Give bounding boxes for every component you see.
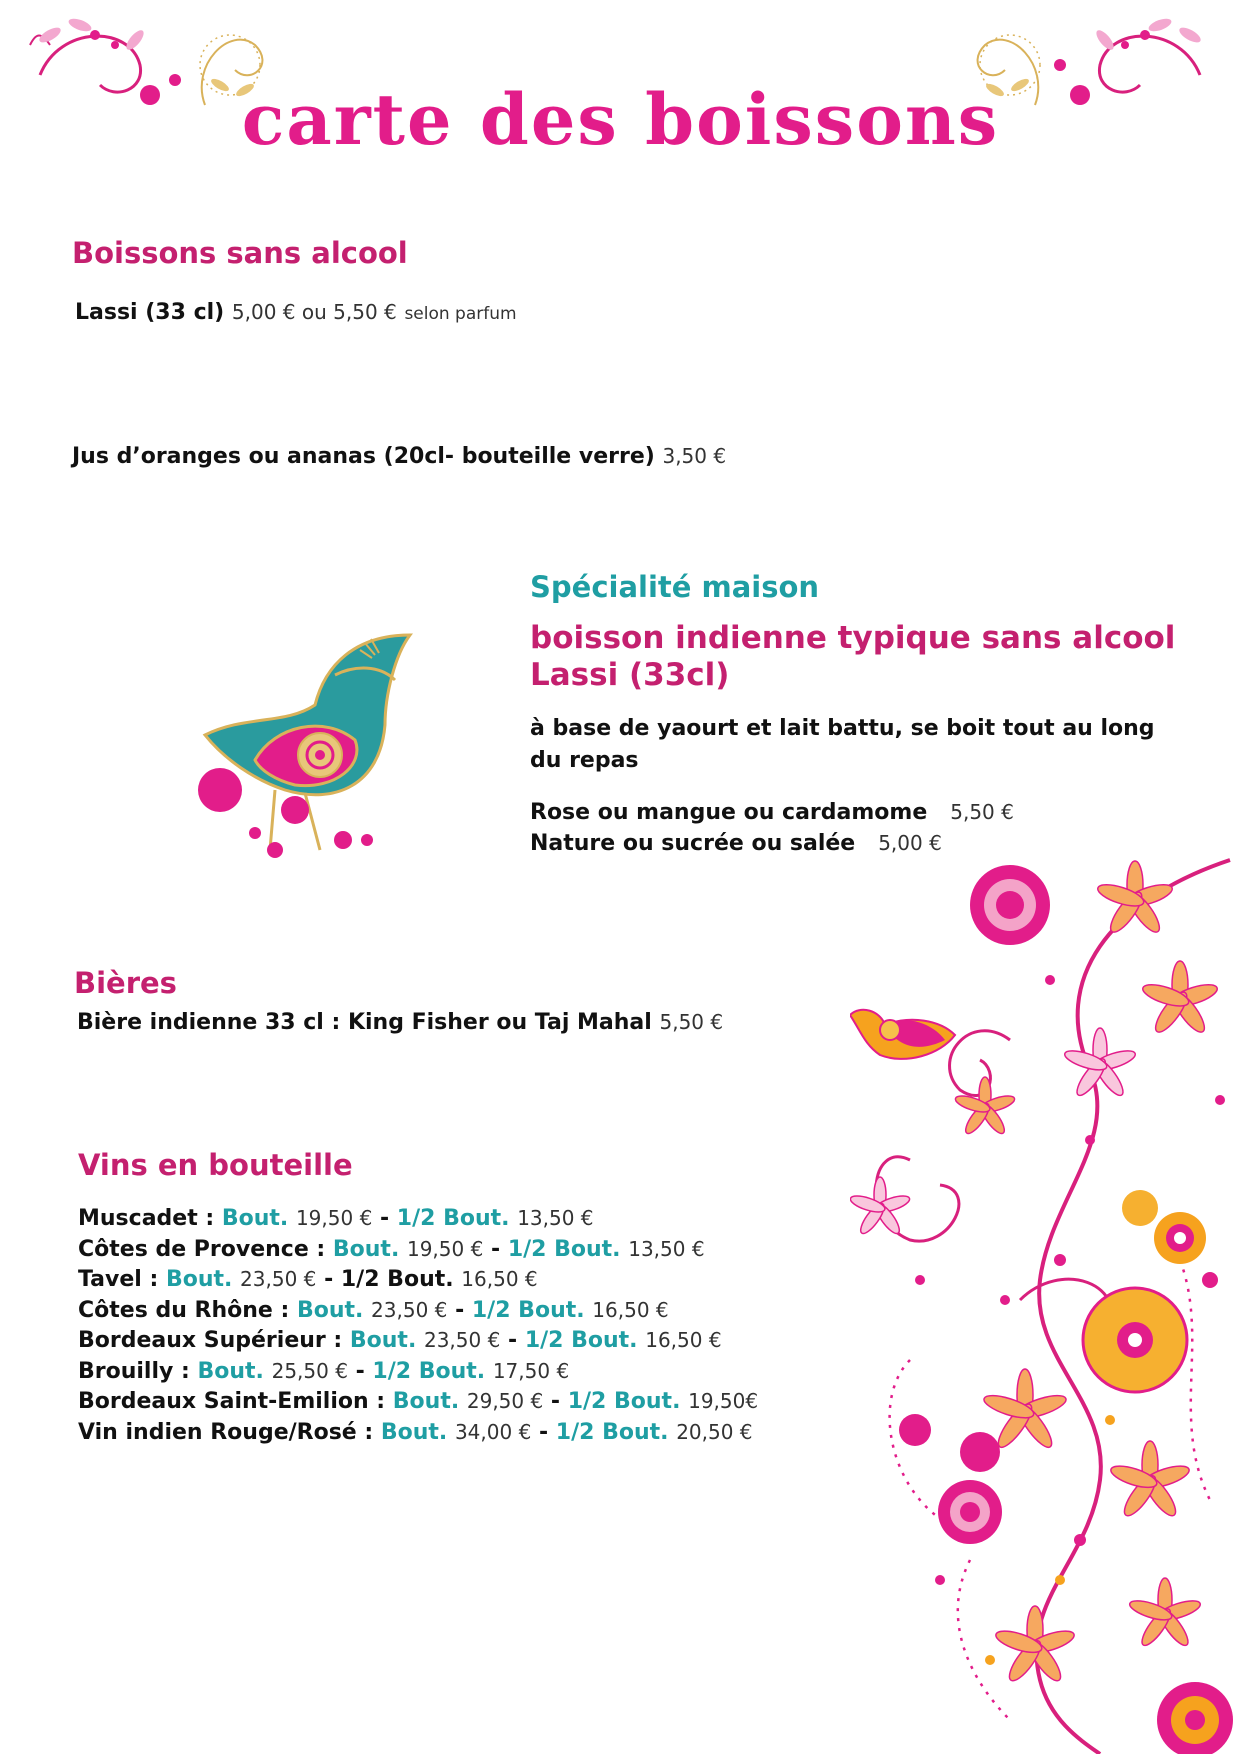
wine-name: Vin indien Rouge/Rosé : (78, 1419, 374, 1445)
bout-label: Bout. (332, 1236, 400, 1262)
bout-price: 19,50 € (295, 1206, 373, 1230)
bout-price: 23,50 € (240, 1267, 317, 1291)
specialite-subtitle (530, 620, 1175, 694)
jus-price: 3,50 € (662, 444, 727, 468)
bout-label: Bout. (349, 1328, 417, 1353)
bout-price: 19,50 € (406, 1236, 484, 1261)
wine-name: Bordeaux Saint-Emilion : (78, 1389, 386, 1414)
wine-list (78, 1203, 758, 1447)
bout-label: Bout. (197, 1358, 264, 1384)
half-bout-price: 16,50 € (461, 1267, 538, 1291)
wine-name: Bordeaux Supérieur : (78, 1328, 343, 1353)
half-bout-price: 20,50 € (676, 1419, 753, 1444)
wine-row (78, 1234, 758, 1265)
specialite-subtitle-line2: Lassi (33cl) (530, 657, 730, 694)
section-heading-sans-alcool: Boissons sans alcool (72, 236, 408, 270)
price-separator: - (324, 1267, 334, 1292)
lassi-name: Lassi (33 cl) (75, 300, 225, 325)
lassi-line (75, 300, 517, 325)
specialite-item-price: 5,50 € (950, 800, 1014, 824)
specialite-description (530, 713, 1155, 777)
half-bout-label: 1/2 Bout. (507, 1236, 621, 1262)
price-separator: - (455, 1297, 465, 1323)
specialite-item (530, 797, 1014, 828)
page-title: carte des boissons (241, 78, 1000, 161)
bout-label: Bout. (296, 1297, 364, 1323)
specialite-description-line1: à base de yaourt et lait battu, se boit tout au long (530, 716, 1155, 741)
wine-row (78, 1295, 758, 1326)
specialite-item-name: Nature ou sucrée ou salée (530, 831, 856, 856)
specialite-item-price: 5,00 € (878, 831, 942, 855)
half-bout-label: 1/2 Bout. (340, 1267, 454, 1292)
teal-bird-icon (195, 615, 425, 865)
bout-label: Bout. (392, 1389, 460, 1414)
jus-line (72, 444, 726, 469)
specialite-item-name: Rose ou mangue ou cardamome (530, 800, 928, 825)
bout-label: Bout. (165, 1267, 233, 1292)
bout-price: 23,50 € (423, 1328, 501, 1352)
bout-price: 23,50 € (371, 1297, 448, 1322)
half-bout-label: 1/2 Bout. (471, 1297, 585, 1323)
wine-name: Muscadet : (78, 1206, 215, 1231)
half-bout-label: 1/2 Bout. (396, 1206, 510, 1231)
half-bout-label: 1/2 Bout. (372, 1358, 486, 1384)
price-separator: - (538, 1419, 549, 1445)
lassi-note: selon parfum (404, 304, 517, 324)
wine-name: Tavel : (78, 1267, 159, 1292)
half-bout-price: 13,50 € (517, 1206, 594, 1230)
bout-price: 34,00 € (454, 1419, 532, 1444)
wine-row (78, 1264, 758, 1295)
bout-label: Bout. (380, 1419, 448, 1445)
price-separator: - (491, 1236, 501, 1262)
bout-price: 25,50 € (271, 1358, 348, 1383)
half-bout-label: 1/2 Bout. (524, 1328, 638, 1353)
bout-price: 29,50 € (466, 1389, 544, 1413)
wine-row (78, 1386, 758, 1417)
biere-name: Bière indienne 33 cl : King Fisher ou Taj Mahal (77, 1010, 652, 1035)
price-separator: - (550, 1389, 561, 1414)
section-heading-vins: Vins en bouteille (78, 1148, 353, 1182)
half-bout-label: 1/2 Bout. (567, 1389, 681, 1414)
half-bout-price: 13,50 € (628, 1236, 705, 1261)
wine-name: Côtes de Provence : (78, 1236, 326, 1262)
bout-label: Bout. (221, 1206, 289, 1231)
biere-price: 5,50 € (659, 1010, 724, 1034)
wine-name: Côtes du Rhône : (78, 1297, 290, 1323)
specialite-subtitle-line1: boisson indienne typique sans alcool (530, 620, 1176, 656)
section-heading-bieres: Bières (74, 966, 177, 1000)
wine-row (78, 1356, 758, 1387)
biere-line (77, 1010, 723, 1035)
wine-name: Brouilly : (78, 1358, 190, 1384)
half-bout-price: 16,50 € (645, 1328, 722, 1352)
wine-row (78, 1417, 758, 1448)
price-separator: - (379, 1206, 390, 1231)
wine-row (78, 1325, 758, 1356)
half-bout-price: 17,50 € (492, 1358, 570, 1383)
price-separator: - (355, 1358, 365, 1384)
floral-vine-icon (850, 840, 1241, 1754)
section-heading-specialite: Spécialité maison (530, 570, 820, 604)
half-bout-price: 16,50 € (592, 1297, 669, 1322)
wine-row (78, 1203, 758, 1234)
specialite-description-line2: du repas (530, 747, 639, 773)
jus-name: Jus d’oranges ou ananas (20cl- bouteille verre) (72, 444, 655, 469)
price-separator: - (508, 1328, 518, 1353)
half-bout-label: 1/2 Bout. (555, 1419, 669, 1445)
lassi-price: 5,00 € ou 5,50 € (231, 300, 397, 324)
half-bout-price: 19,50€ (688, 1389, 759, 1413)
